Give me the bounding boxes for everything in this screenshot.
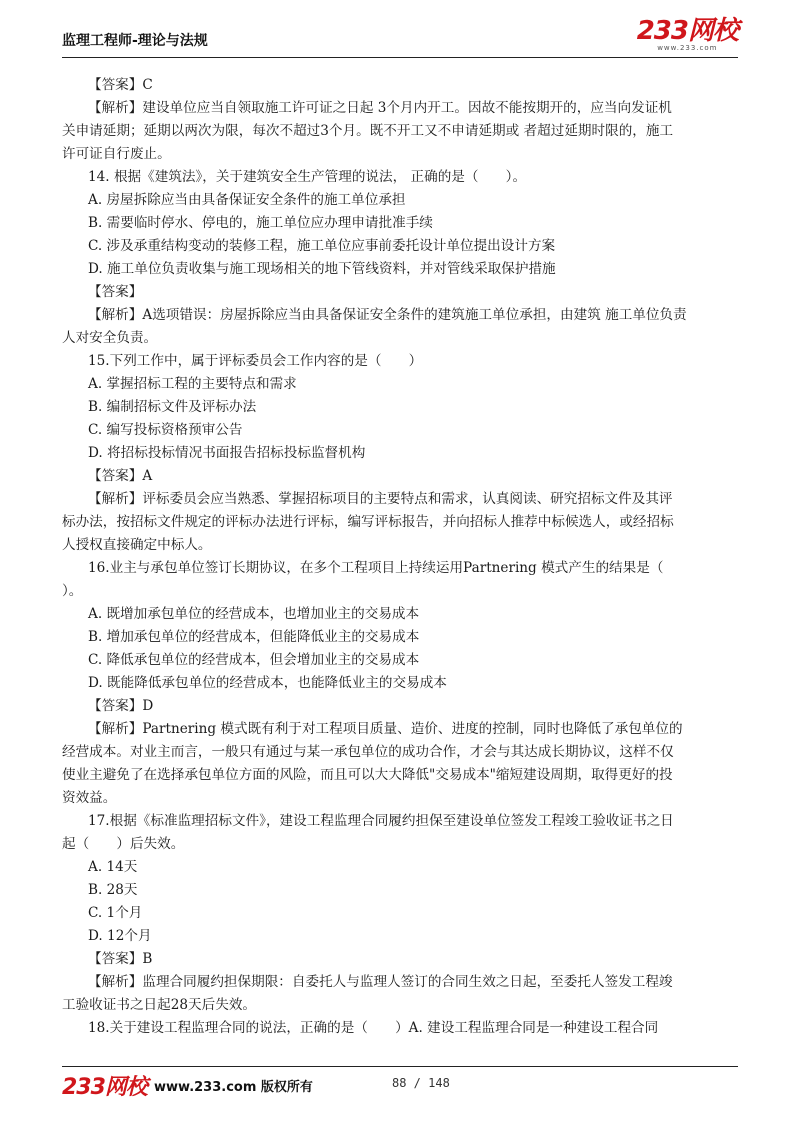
text-line: C. 编写投标资格预审公告 [88, 422, 243, 438]
footer-logo: 233网校 [62, 1075, 147, 1100]
text-line: 使业主避免了在选择承包单位方面的风险，而且可以大大降低"交易成本"缩短建设周期，取得更好的投 [62, 767, 673, 783]
text-line: D. 施工单位负责收集与施工现场相关的地下管线资料，并对管线采取保护措施 [88, 261, 556, 277]
text-line: 16.业主与承包单位签订长期协议，在多个工程项目上持续运用Partnering 模式产生的结果是（ [88, 560, 664, 576]
text-line: 18.关于建设工程监理合同的说法，正确的是（ ）A. 建设工程监理合同是一种建设工程合同 [88, 1020, 659, 1036]
text-line: 起（ ）后失效。 [62, 836, 185, 852]
text-line: 【答案】 [88, 284, 143, 300]
brand-logo-text: 233网校 [636, 16, 738, 46]
header-divider [62, 57, 738, 58]
text-line: A. 房屋拆除应当由具备保证安全条件的施工单位承担 [88, 192, 406, 208]
text-line: 关申请延期；延期以两次为限，每次不超过3个月。既不开工又不申请延期或 者超过延期时限的，施工 [62, 123, 674, 139]
page-footer [62, 1070, 738, 1100]
document-title: 监理工程师-理论与法规 [62, 33, 208, 49]
page-number: 88 / 148 [392, 1076, 450, 1090]
brand-logo [637, 18, 738, 52]
text-line: 【解析】评标委员会应当熟悉、掌握招标项目的主要特点和需求，认真阅读、研究招标文件及其评 [88, 491, 673, 507]
text-line: 人授权直接确定中标人。 [62, 537, 212, 553]
text-line: 【解析】A选项错误：房屋拆除应当由具备保证安全条件的建筑施工单位承担，由建筑 施工单位负责 [88, 307, 687, 323]
text-line: 工验收证书之日起28天后失效。 [62, 997, 257, 1013]
text-line: 【答案】A [88, 468, 153, 484]
text-line: 【解析】Partnering 模式既有利于对工程项目质量、造价、进度的控制，同时也降低了承包单位的 [88, 721, 683, 737]
text-line: 资效益。 [62, 790, 117, 806]
footer-divider [62, 1066, 738, 1067]
text-line: B. 28天 [88, 882, 138, 898]
text-line: 经营成本。对业主而言，一般只有通过与某一承包单位的成功合作，才会与其达成长期协议，这样不仅 [62, 744, 674, 760]
text-line: 15.下列工作中，属于评标委员会工作内容的是（ ） [88, 353, 423, 369]
text-line: 【答案】D [88, 698, 154, 714]
text-line: 【答案】C [88, 77, 153, 93]
text-line: A. 掌握招标工程的主要特点和需求 [88, 376, 297, 392]
text-line: D. 12个月 [88, 928, 152, 944]
brand-logo-url: www.233.com [657, 44, 718, 52]
text-line: B. 需要临时停水、停电的，施工单位应办理申请批准手续 [88, 215, 433, 231]
text-line: C. 1个月 [88, 905, 143, 921]
text-line: B. 编制招标文件及评标办法 [88, 399, 257, 415]
text-line: 许可证自行废止。 [62, 146, 171, 162]
document-body [62, 74, 740, 1040]
footer-copyright: www.233.com 版权所有 [154, 1080, 313, 1095]
text-line: C. 涉及承重结构变动的装修工程，施工单位应事前委托设计单位提出设计方案 [88, 238, 556, 254]
text-line: D. 将招标投标情况书面报告招标投标监督机构 [88, 445, 366, 461]
text-line: 17.根据《标准监理招标文件》，建设工程监理合同履约担保至建设单位签发工程竣工验收证书之日 [88, 813, 674, 829]
text-line: A. 14天 [88, 859, 138, 875]
text-line: 【解析】建设单位应当自领取施工许可证之日起 3个月内开工。因故不能按期开的，应当向发证机 [88, 100, 672, 116]
text-line: B. 增加承包单位的经营成本，但能降低业主的交易成本 [88, 629, 420, 645]
text-line: A. 既增加承包单位的经营成本，也增加业主的交易成本 [88, 606, 420, 622]
text-line: 【解析】监理合同履约担保期限：自委托人与监理人签订的合同生效之日起，至委托人签发工程竣 [88, 974, 673, 990]
text-line: 标办法，按招标文件规定的评标办法进行评标，编写评标报告，并向招标人推荐中标候选人，或经招标 [62, 514, 674, 530]
text-line: 人对安全负责。 [62, 330, 158, 346]
text-line: ）。 [62, 583, 83, 599]
text-line: 14. 根据《建筑法》，关于建筑安全生产管理的说法， 正确的是（ ）。 [88, 169, 527, 185]
text-line: D. 既能降低承包单位的经营成本，也能降低业主的交易成本 [88, 675, 447, 691]
text-line: 【答案】B [88, 951, 153, 967]
text-line: C. 降低承包单位的经营成本，但会增加业主的交易成本 [88, 652, 420, 668]
